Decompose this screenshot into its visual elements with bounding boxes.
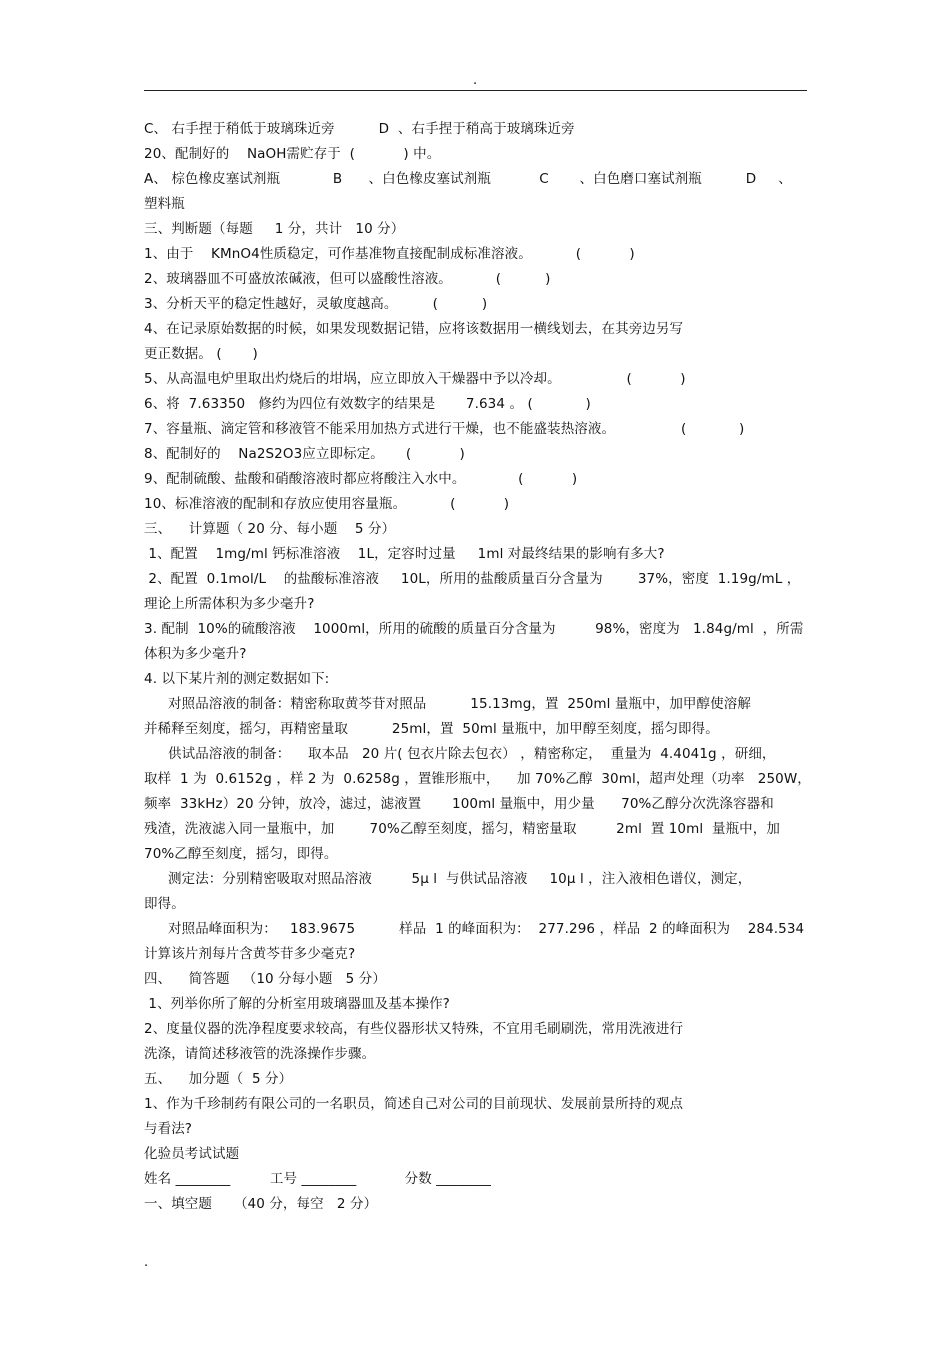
question-line: 9、配制硫酸、盐酸和硝酸溶液时都应将酸注入水中。 ( ) xyxy=(144,471,578,487)
question-line: 4、在记录原始数据的时候，如果发现数据记错，应将该数据用一横线划去，在其旁边另写 xyxy=(144,321,684,337)
question-line: 3. 配制 10%的硫酸溶液 1000ml，所用的硫酸的质量百分含量为 98%，密度为 1.84g/ml ，所需 xyxy=(144,621,804,637)
question-line: 1、由于 KMnO4性质稳定，可作基准物直接配制成标准溶液。 ( ) xyxy=(144,246,635,262)
question-line: 3、分析天平的稳定性越好，灵敏度越高。 ( ) xyxy=(144,296,488,312)
paragraph-line: 取样 1 为 0.6152g ，样 2 为 0.6258g ，置锥形瓶中， 加 70%乙醇 30ml，超声处理（功率 250W， xyxy=(144,771,811,787)
paragraph-line: 测定法：分别精密吸取对照品溶液 5μ l 与供试品溶液 10μ l ，注入液相色谱仪，测定， xyxy=(168,871,752,887)
question-line: 5、从高温电炉里取出灼烧后的坩埚，应立即放入干燥器中予以冷却。 ( ) xyxy=(144,371,686,387)
question-line: 7、容量瓶、滴定管和移液管不能采用加热方式进行干燥，也不能盛装热溶液。 ( ) xyxy=(144,421,745,437)
question-line: 10、标准溶液的配制和存放应使用容量瓶。 ( ) xyxy=(144,496,510,512)
question-line: 1、作为千珍制药有限公司的一名职员，简述自己对公司的目前现状、发展前景所持的观点 xyxy=(144,1096,684,1112)
paragraph-line: 并稀释至刻度，摇匀，再精密量取 25ml，置 50ml 量瓶中，加甲醇至刻度，摇匀即得。 xyxy=(144,721,719,737)
question-line: 洗涤，请简述移液管的洗涤操作步骤。 xyxy=(144,1046,376,1062)
question-line: 8、配制好的 Na2S2O3应立即标定。 ( ) xyxy=(144,446,465,462)
question-line: 1、列举你所了解的分析室用玻璃器皿及基本操作? xyxy=(144,996,450,1012)
paragraph-line: 对照品溶液的制备：精密称取黄芩苷对照品 15.13mg，置 250ml 量瓶中，加甲醇使溶解 xyxy=(168,696,751,712)
question-line: 2、玻璃器皿不可盛放浓碱液，但可以盛酸性溶液。 ( ) xyxy=(144,271,551,287)
section-heading: 一、填空题 （40 分，每空 2 分） xyxy=(144,1196,378,1212)
header-rule xyxy=(144,90,807,91)
option-line: C、 右手捏于稍低于玻璃珠近旁 D 、右手捏于稍高于玻璃珠近旁 xyxy=(144,121,575,137)
paragraph-line: 残渣，洗液滤入同一量瓶中，加 70%乙醇至刻度，摇匀，精密量取 2ml 置 10ml 量瓶中，加 xyxy=(144,821,780,837)
question-line: 理论上所需体积为多少毫升? xyxy=(144,596,315,612)
question-line: 2、度量仪器的洗净程度要求较高，有些仪器形状又特殊，不宜用毛刷刷洗，常用洗液进行 xyxy=(144,1021,684,1037)
option-line: 塑料瓶 xyxy=(144,196,185,212)
paragraph-line: 对照品峰面积为： 183.9675 样品 1 的峰面积为： 277.296 ，样品 2 的峰面积为 284.534 xyxy=(168,921,805,937)
section-heading: 三、判断题（每题 1 分，共计 10 分） xyxy=(144,221,405,237)
question-line: 更正数据。 ( ) xyxy=(144,346,258,362)
section-heading: 三、 计算题（ 20 分、每小题 5 分） xyxy=(144,521,396,537)
header-mark: . xyxy=(473,73,478,88)
section-heading: 四、 简答题 （10 分每小题 5 分） xyxy=(144,971,386,987)
question-line: 体积为多少毫升? xyxy=(144,646,247,662)
question-line: 4. 以下某片剂的测定数据如下: xyxy=(144,671,330,687)
question-line: 20、配制好的 NaOH需贮存于 ( ) 中。 xyxy=(144,146,441,162)
exam-title: 化验员考试试题 xyxy=(144,1146,240,1162)
question-line: 1、配置 1mg/ml 钙标准溶液 1L，定容时过量 1ml 对最终结果的影响有多大? xyxy=(144,546,665,562)
footer-mark: . xyxy=(144,1255,149,1270)
paragraph-line: 即得。 xyxy=(144,896,185,912)
paragraph-line: 70%乙醇至刻度，摇匀，即得。 xyxy=(144,846,338,862)
section-heading: 五、 加分题（ 5 分） xyxy=(144,1071,293,1087)
option-line: A、 棕色橡皮塞试剂瓶 B 、白色橡皮塞试剂瓶 C 、白色磨口塞试剂瓶 D 、 xyxy=(144,171,792,187)
question-line: 2、配置 0.1mol/L 的盐酸标准溶液 10L，所用的盐酸质量百分含量为 37%，密度 1.19g/mL ， xyxy=(144,571,801,587)
question-line: 计算该片剂每片含黄芩苷多少毫克? xyxy=(144,946,356,962)
question-line: 6、将 7.63350 修约为四位有效数字的结果是 7.634 。 ( ) xyxy=(144,396,591,412)
paragraph-line: 频率 33kHz）20 分钟，放冷，滤过，滤液置 100ml 量瓶中，用少量 70%乙醇分次洗涤容器和 xyxy=(144,796,774,812)
student-info-line: 姓名 ________ 工号 ________ 分数 ________ xyxy=(144,1171,491,1187)
question-line: 与看法? xyxy=(144,1121,193,1137)
paragraph-line: 供试品溶液的制备： 取本品 20 片( 包衣片除去包衣） ，精密称定， 重量为 4.4041g ，研细， xyxy=(168,746,776,762)
